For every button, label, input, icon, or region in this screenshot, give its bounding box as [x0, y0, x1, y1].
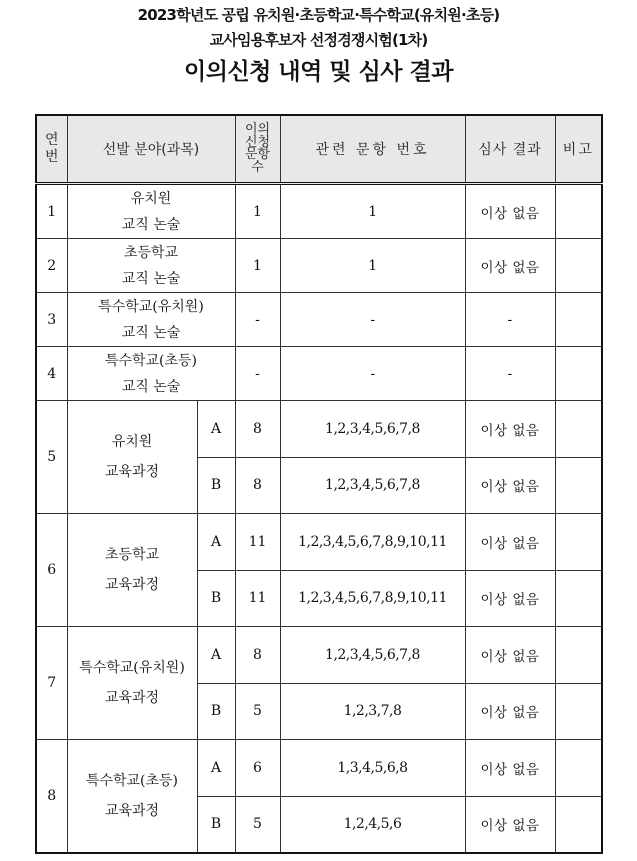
table-header-row: [36, 115, 602, 184]
row-no: 8: [36, 740, 67, 854]
row-result: 이상 없음: [465, 184, 555, 239]
row-questions: -: [280, 293, 465, 347]
row-result: 이상 없음: [465, 401, 555, 458]
table-row: [36, 184, 602, 239]
row-count: -: [235, 293, 280, 347]
row-result: 이상 없음: [465, 740, 555, 797]
col-header-result: 심사 결과: [465, 115, 555, 184]
row-type: A: [197, 627, 235, 684]
row-note: [555, 401, 602, 458]
row-no: 2: [36, 239, 67, 293]
row-field: 초등학교 교육과정: [67, 514, 197, 627]
row-no: 3: [36, 293, 67, 347]
table-row: [36, 627, 602, 684]
row-result: 이상 없음: [465, 796, 555, 853]
row-result: 이상 없음: [465, 627, 555, 684]
row-questions: -: [280, 347, 465, 401]
row-result: 이상 없음: [465, 239, 555, 293]
row-result: 이상 없음: [465, 570, 555, 627]
row-count: 5: [235, 683, 280, 740]
exam-title-line1: 2023학년도 공립 유치원·초등학교·특수학교(유치원·초등): [137, 6, 500, 24]
row-result: -: [465, 293, 555, 347]
row-type: A: [197, 401, 235, 458]
row-result: -: [465, 347, 555, 401]
row-questions: 1,2,4,5,6: [280, 796, 465, 853]
row-questions: 1,3,4,5,6,8: [280, 740, 465, 797]
row-questions: 1,2,3,7,8: [280, 683, 465, 740]
table-row: [36, 239, 602, 293]
col-header-questions: 관련 문항 번호: [280, 115, 465, 184]
row-questions: 1,2,3,4,5,6,7,8,9,10,11: [280, 514, 465, 571]
page-title: 이의신청 내역 및 심사 결과: [184, 59, 453, 85]
row-questions: 1,2,3,4,5,6,7,8: [280, 401, 465, 458]
row-note: [555, 347, 602, 401]
row-note: [555, 683, 602, 740]
table-row: [36, 740, 602, 797]
row-no: 7: [36, 627, 67, 740]
table-row: [36, 401, 602, 458]
row-type: A: [197, 740, 235, 797]
row-field: 유치원 교직 논술: [67, 184, 235, 239]
row-count: 1: [235, 184, 280, 239]
row-questions: 1,2,3,4,5,6,7,8: [280, 457, 465, 514]
col-header-note: 비고: [555, 115, 602, 184]
table-row: [36, 514, 602, 571]
row-note: [555, 627, 602, 684]
col-header-field: 선발 분야(과목): [67, 115, 235, 184]
row-no: 1: [36, 184, 67, 239]
objection-results-table: [35, 114, 603, 854]
row-result: 이상 없음: [465, 457, 555, 514]
row-count: 1: [235, 239, 280, 293]
row-result: 이상 없음: [465, 514, 555, 571]
row-result: 이상 없음: [465, 683, 555, 740]
row-note: [555, 239, 602, 293]
row-field: 특수학교(초등) 교육과정: [67, 740, 197, 854]
row-note: [555, 740, 602, 797]
row-note: [555, 184, 602, 239]
row-count: 8: [235, 401, 280, 458]
row-note: [555, 570, 602, 627]
row-questions: 1,2,3,4,5,6,7,8,9,10,11: [280, 570, 465, 627]
row-field: 특수학교(초등) 교직 논술: [67, 347, 235, 401]
row-questions: 1: [280, 184, 465, 239]
exam-title-line2: 교사임용후보자 선정경쟁시험(1차): [209, 31, 428, 49]
table-row: [36, 347, 602, 401]
row-count: 11: [235, 570, 280, 627]
row-type: B: [197, 457, 235, 514]
table-row: [36, 293, 602, 347]
row-questions: 1: [280, 239, 465, 293]
row-note: [555, 514, 602, 571]
row-count: 11: [235, 514, 280, 571]
row-field: 유치원 교육과정: [67, 401, 197, 514]
row-field: 특수학교(유치원) 교육과정: [67, 627, 197, 740]
row-no: 4: [36, 347, 67, 401]
row-type: B: [197, 570, 235, 627]
col-header-count: 이의신청문항수: [235, 115, 280, 184]
row-count: 8: [235, 627, 280, 684]
row-type: A: [197, 514, 235, 571]
col-header-no: 연번: [36, 115, 67, 184]
row-count: 6: [235, 740, 280, 797]
row-no: 5: [36, 401, 67, 514]
row-count: 8: [235, 457, 280, 514]
row-questions: 1,2,3,4,5,6,7,8: [280, 627, 465, 684]
row-count: 5: [235, 796, 280, 853]
row-note: [555, 293, 602, 347]
row-no: 6: [36, 514, 67, 627]
row-field: 특수학교(유치원) 교직 논술: [67, 293, 235, 347]
row-field: 초등학교 교직 논술: [67, 239, 235, 293]
row-note: [555, 457, 602, 514]
row-type: B: [197, 683, 235, 740]
row-note: [555, 796, 602, 853]
row-type: B: [197, 796, 235, 853]
row-count: -: [235, 347, 280, 401]
